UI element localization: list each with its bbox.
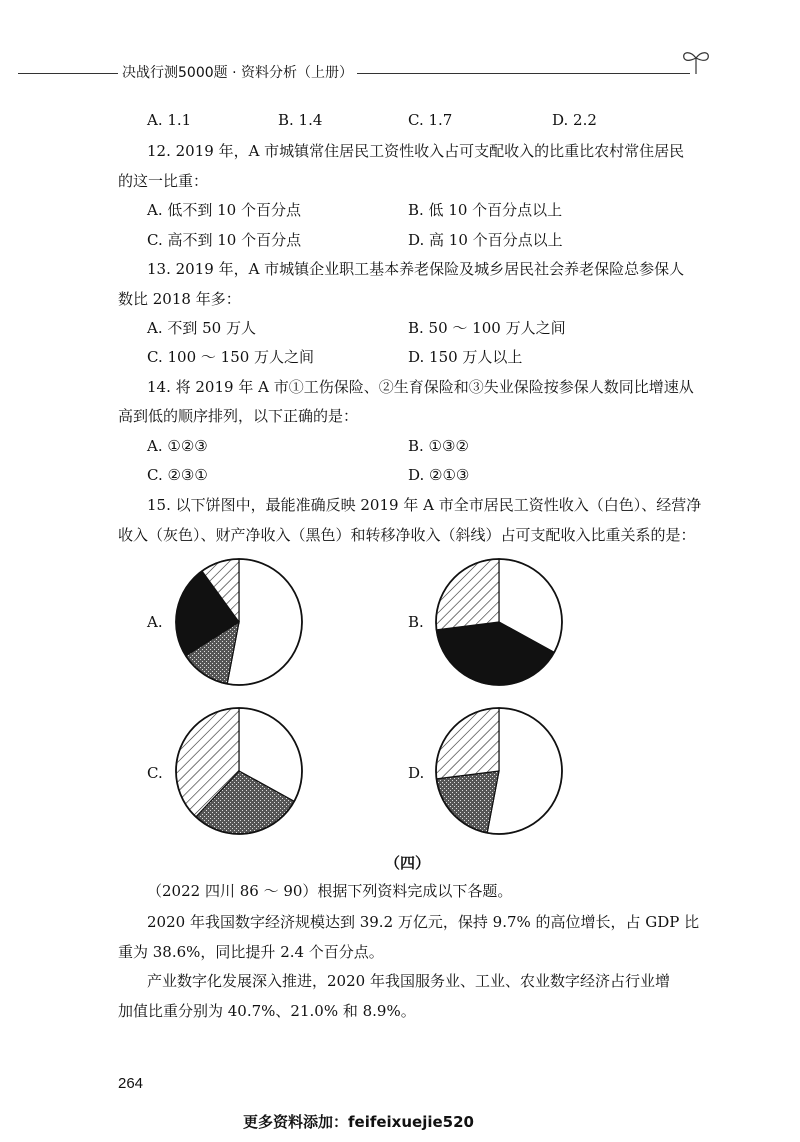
footer-watermark: 更多资料添加：feifeixuejie520: [243, 1113, 474, 1131]
passage-line5: 加值比重分别为 40.7%、21.0% 和 8.9%。: [118, 1002, 416, 1020]
header-rule-right: [350, 73, 690, 74]
q14-option-d[interactable]: D. ②①③: [408, 466, 470, 484]
q12-option-c[interactable]: C. 高不到 10 个百分点: [147, 231, 302, 249]
q11-option-c[interactable]: C. 1.7: [408, 111, 453, 129]
page-number: 264: [118, 1075, 144, 1092]
passage-line2: 2020 年我国数字经济规模达到 39.2 万亿元，保持 9.7% 的高位增长，占 GDP 比: [147, 913, 700, 931]
q13-option-d[interactable]: D. 150 万人以上: [408, 348, 523, 366]
q13-option-b[interactable]: B. 50 ～ 100 万人之间: [408, 319, 566, 337]
q12-option-a[interactable]: A. 低不到 10 个百分点: [147, 201, 301, 219]
q13-stem-line2: 数比 2018 年多：: [118, 290, 241, 308]
pie-chart-d: [434, 706, 564, 836]
pie-label-a[interactable]: A.: [147, 613, 163, 631]
q14-option-b[interactable]: B. ①③②: [408, 437, 469, 455]
pie-d-slice-hatched: [436, 708, 499, 779]
pie-label-b[interactable]: B.: [408, 613, 424, 631]
q12-stem-line2: 的这一比重：: [118, 172, 209, 190]
q12-stem-line1: 12. 2019 年，A 市城镇常住居民工资性收入占可支配收入的比重比农村常住居民: [147, 142, 685, 160]
passage-line3: 重为 38.6%，同比提升 2.4 个百分点。: [118, 943, 384, 961]
q11-option-b[interactable]: B. 1.4: [278, 111, 323, 129]
q13-option-a[interactable]: A. 不到 50 万人: [147, 319, 256, 337]
pie-chart-b: [434, 557, 564, 687]
sprout-icon: [680, 46, 712, 76]
q14-option-a[interactable]: A. ①②③: [147, 437, 208, 455]
q12-option-d[interactable]: D. 高 10 个百分点以上: [408, 231, 563, 249]
q14-stem-line2: 高到低的顺序排列，以下正确的是：: [118, 407, 359, 425]
pie-label-c[interactable]: C.: [147, 764, 163, 782]
q14-stem-line1: 14. 将 2019 年 A 市①工伤保险、②生育保险和③失业保险按参保人数同比增速从: [147, 378, 694, 396]
q12-option-b[interactable]: B. 低 10 个百分点以上: [408, 201, 563, 219]
passage-intro: （2022 四川 86 ～ 90）根据下列资料完成以下各题。: [147, 882, 513, 900]
q15-stem-line2: 收入（灰色）、财产净收入（黑色）和转移净收入（斜线）占可支配收入比重关系的是：: [118, 526, 696, 544]
pie-chart-c: [174, 706, 304, 836]
header-rule-left: [18, 73, 118, 74]
q15-stem-line1: 15. 以下饼图中，最能准确反映 2019 年 A 市全市居民工资性收入（白色）、经营净: [147, 496, 702, 514]
pie-b-slice-hatched: [436, 559, 499, 630]
book-title: 决战行测5000题 · 资料分析（上册）: [118, 62, 357, 82]
passage-line4: 产业数字化发展深入推进，2020 年我国服务业、工业、农业数字经济占行业增: [147, 972, 670, 990]
q13-stem-line1: 13. 2019 年，A 市城镇企业职工基本养老保险及城乡居民社会养老保险总参保人: [147, 260, 685, 278]
pie-chart-a: [174, 557, 304, 687]
q14-option-c[interactable]: C. ②③①: [147, 466, 208, 484]
pie-label-d[interactable]: D.: [408, 764, 425, 782]
section-title: （四）: [385, 854, 431, 872]
q11-option-d[interactable]: D. 2.2: [552, 111, 597, 129]
q11-option-a[interactable]: A. 1.1: [147, 111, 192, 129]
q13-option-c[interactable]: C. 100 ～ 150 万人之间: [147, 348, 315, 366]
